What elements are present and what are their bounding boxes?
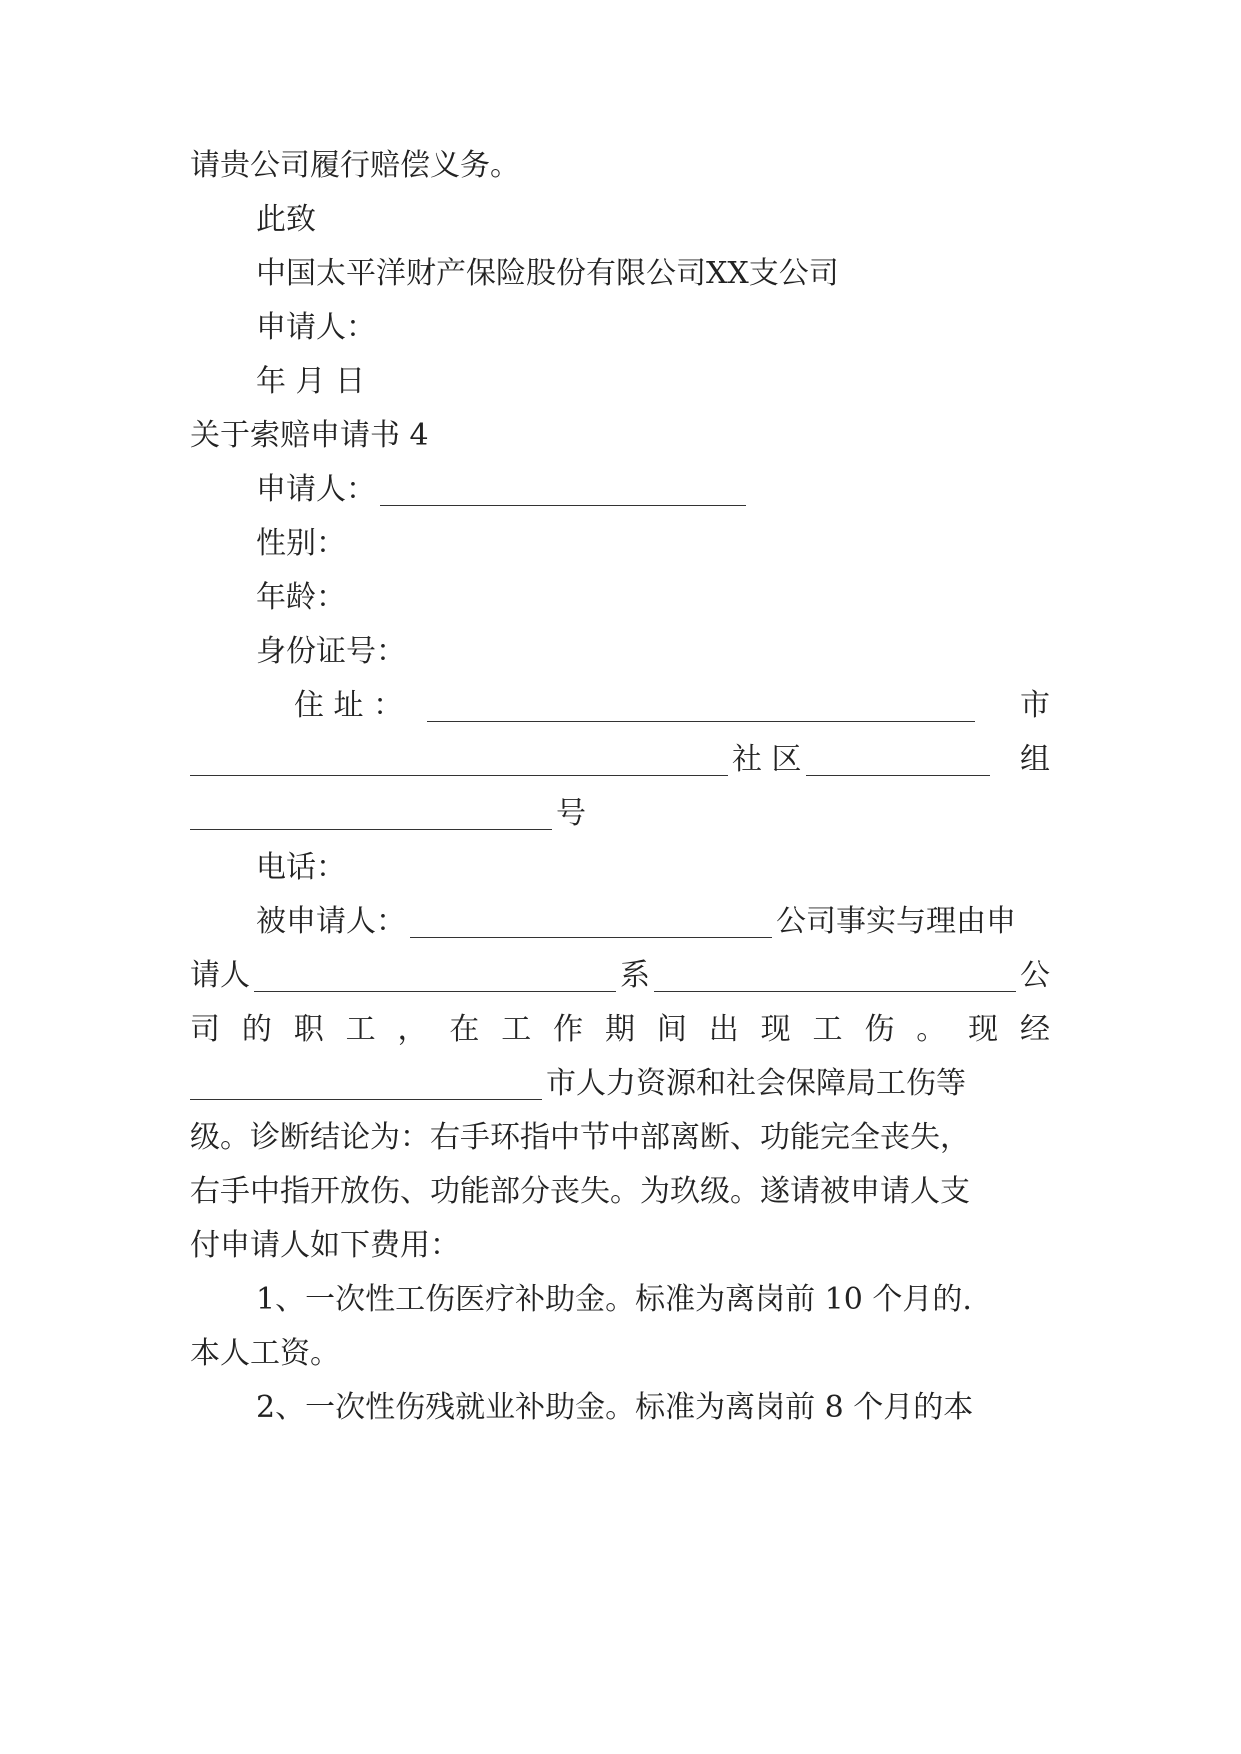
respondent-label: 被申请人： [256, 904, 406, 939]
section-heading: 关于索赔申请书 4 [190, 418, 429, 453]
injury-statement-line [190, 1008, 1050, 1052]
respondent-tail: 公司事实与理由申 [776, 904, 1016, 939]
address-city-blank [427, 691, 975, 722]
gender-label: 性别： [256, 526, 346, 561]
injury-char: 职 [293, 1012, 324, 1047]
address-number-blank [190, 799, 552, 830]
fee-item-1-continued: 本人工资。 [190, 1336, 340, 1371]
injury-char: 的 [241, 1012, 272, 1047]
city-bureau-line [190, 1062, 1050, 1106]
injury-char: 工 [501, 1012, 532, 1047]
body-line-fees: 付申请人如下费用： [190, 1228, 460, 1263]
injury-char: 出 [708, 1012, 739, 1047]
respondent-blank [410, 907, 772, 938]
body-line-grade: 右手中指开放伤、功能部分丧失。为玖级。遂请被申请人支 [190, 1174, 970, 1209]
bureau-tail: 市人力资源和社会保障局工伤等 [546, 1066, 966, 1101]
date-line: 年 月 日 [256, 364, 366, 399]
address-group-suffix: 组 [1020, 742, 1050, 777]
address-community-suffix: 社 区 [732, 742, 802, 777]
address-line [294, 684, 1050, 728]
injury-char: 司 [190, 1012, 220, 1047]
employment-prefix: 请人 [190, 958, 250, 993]
applicant-blank [380, 475, 746, 506]
fee-item-1: 1、一次性工伤医疗补助金。标准为离岗前 10 个月的. [256, 1282, 972, 1317]
city-blank [190, 1069, 542, 1100]
applicant-line [256, 468, 1050, 512]
injury-char: 间 [656, 1012, 687, 1047]
injury-char: 工 [345, 1012, 376, 1047]
injury-char: 期 [605, 1012, 635, 1047]
applicant-label: 申请人： [256, 472, 376, 507]
injury-char: 现 [760, 1012, 791, 1047]
injury-char: 在 [449, 1012, 480, 1047]
address-number-suffix: 号 [556, 796, 586, 831]
fee-item-2: 2、一次性伤残就业补助金。标准为离岗前 8 个月的本 [256, 1390, 974, 1425]
injury-char: ， [397, 1012, 428, 1047]
address-community-blank [190, 745, 728, 776]
injury-char: 经 [1020, 1012, 1050, 1047]
address-group-blank [806, 745, 990, 776]
employee-name-blank [254, 961, 616, 992]
age-label: 年龄： [256, 580, 346, 615]
injury-char: 工 [812, 1012, 843, 1047]
body-line-diagnosis: 级。诊断结论为：右手环指中节中部离断、功能完全丧失， [190, 1120, 970, 1155]
address-community-line [190, 738, 1050, 782]
injury-char: 作 [553, 1012, 584, 1047]
employment-suffix: 公 [1020, 958, 1050, 993]
address-label: 住 址 ： [294, 688, 404, 723]
employment-mid: 系 [620, 958, 650, 993]
injury-char: 。 [916, 1012, 947, 1047]
salutation-line: 此致 [256, 202, 316, 237]
injury-char: 伤 [864, 1012, 895, 1047]
body-line-1: 请贵公司履行赔偿义务。 [190, 148, 520, 183]
address-number-line [190, 792, 1050, 836]
recipient-company: 中国太平洋财产保险股份有限公司XX支公司 [256, 256, 839, 291]
employment-line [190, 954, 1050, 998]
employer-name-blank [654, 961, 1016, 992]
respondent-line [256, 900, 1050, 944]
applicant-signature-label: 申请人： [256, 310, 376, 345]
id-number-label: 身份证号： [256, 634, 406, 669]
address-city-suffix: 市 [1020, 688, 1050, 723]
phone-label: 电话： [256, 850, 346, 885]
injury-char: 现 [968, 1012, 999, 1047]
